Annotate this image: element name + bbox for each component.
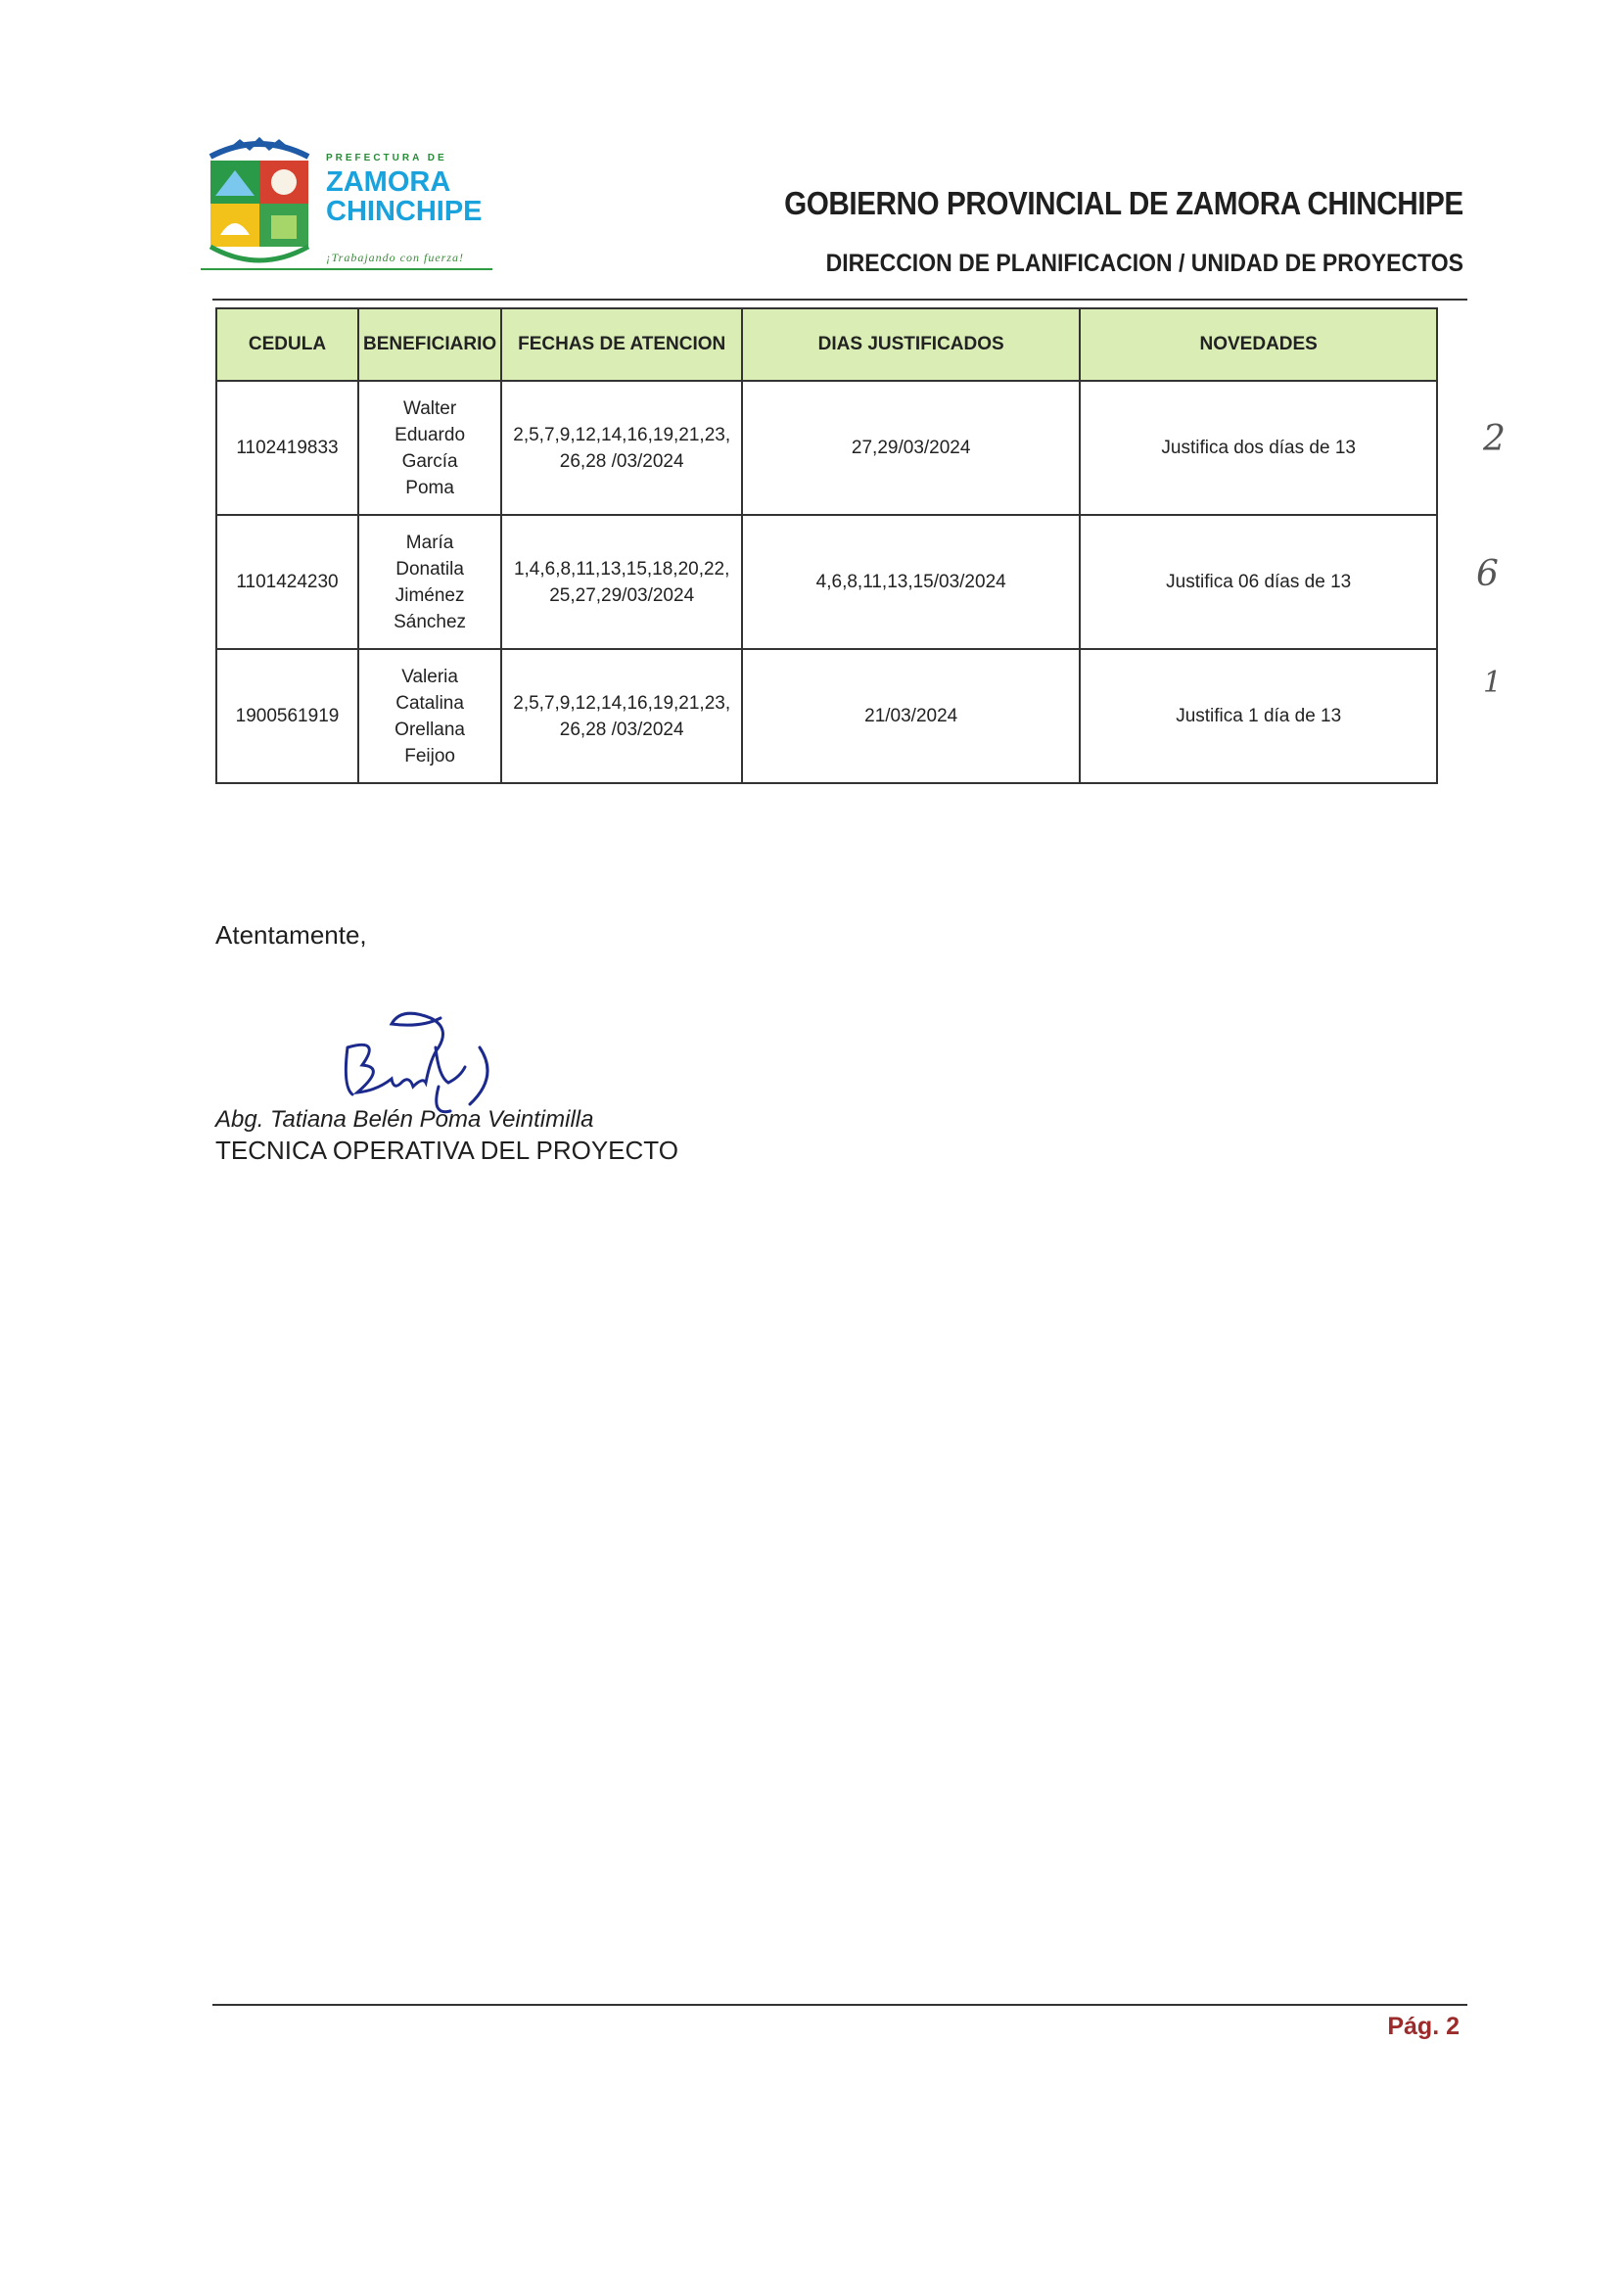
- signer-role: TECNICA OPERATIVA DEL PROYECTO: [215, 1136, 678, 1165]
- coat-of-arms-icon: [201, 137, 318, 268]
- cell-beneficiario: [358, 515, 501, 649]
- page-number: Pág. 2: [1387, 2013, 1460, 2040]
- table-row: [216, 381, 1437, 515]
- fechas-text: 2,5,7,9,12,14,16,19,21,23, 26,28 /03/2024: [513, 424, 731, 472]
- signer-name: Abg. Tatiana Belén Poma Veintimilla: [215, 1106, 594, 1133]
- cell-fechas: [501, 381, 742, 515]
- column-header-novedades: NOVEDADES: [1080, 308, 1437, 381]
- table-row: [216, 649, 1437, 783]
- header-divider: [212, 299, 1467, 301]
- logo-underline: [201, 268, 492, 270]
- cell-fechas: [501, 649, 742, 783]
- handwritten-mark-row-1: 2: [1483, 419, 1506, 459]
- cell-dias: 4,6,8,11,13,15/03/2024: [742, 515, 1080, 649]
- cell-beneficiario: [358, 649, 501, 783]
- table-row: [216, 515, 1437, 649]
- beneficiario-name: María Donatila Jiménez Sánchez: [394, 532, 467, 632]
- logo-prefix: PREFECTURA DE: [326, 153, 447, 163]
- prefecture-logo: [201, 137, 494, 279]
- handwritten-mark-row-2: 6: [1476, 554, 1499, 594]
- beneficiario-name: Walter Eduardo García Poma: [394, 397, 466, 498]
- cell-novedades: Justifica 06 días de 13: [1080, 515, 1437, 649]
- fechas-text: 2,5,7,9,12,14,16,19,21,23, 26,28 /03/2024: [513, 692, 731, 740]
- logo-slogan: ¡Trabajando con fuerza!: [326, 251, 465, 264]
- column-header-fechas: FECHAS DE ATENCION: [501, 308, 742, 381]
- cell-novedades: Justifica dos días de 13: [1080, 381, 1437, 515]
- table-header-row: [216, 308, 1437, 381]
- beneficiario-name: Valeria Catalina Orellana Feijoo: [394, 666, 465, 766]
- cell-fechas: [501, 515, 742, 649]
- cell-novedades: Justifica 1 día de 13: [1080, 649, 1437, 783]
- page-title: GOBIERNO PROVINCIAL DE ZAMORA CHINCHIPE: [784, 185, 1463, 221]
- fechas-text: 1,4,6,8,11,13,15,18,20,22, 25,27,29/03/2024: [513, 558, 730, 606]
- column-header-dias: DIAS JUSTIFICADOS: [742, 308, 1080, 381]
- signature-icon: [333, 989, 529, 1116]
- cell-cedula: 1101424230: [216, 515, 358, 649]
- page-subtitle: DIRECCION DE PLANIFICACION / UNIDAD DE PROYECTOS: [825, 250, 1463, 277]
- logo-line-1: ZAMORA: [326, 166, 451, 198]
- cell-cedula: 1102419833: [216, 381, 358, 515]
- handwritten-mark-row-3: 1: [1483, 666, 1503, 700]
- column-header-beneficiario: BENEFICIARIO: [358, 308, 501, 381]
- salutation: Atentamente,: [215, 920, 367, 950]
- beneficiaries-table: [215, 307, 1438, 784]
- cell-dias: 21/03/2024: [742, 649, 1080, 783]
- footer-divider: [212, 2004, 1467, 2006]
- cell-dias: 27,29/03/2024: [742, 381, 1080, 515]
- column-header-cedula: CEDULA: [216, 308, 358, 381]
- cell-cedula: 1900561919: [216, 649, 358, 783]
- logo-line-2: CHINCHIPE: [326, 196, 483, 227]
- cell-beneficiario: [358, 381, 501, 515]
